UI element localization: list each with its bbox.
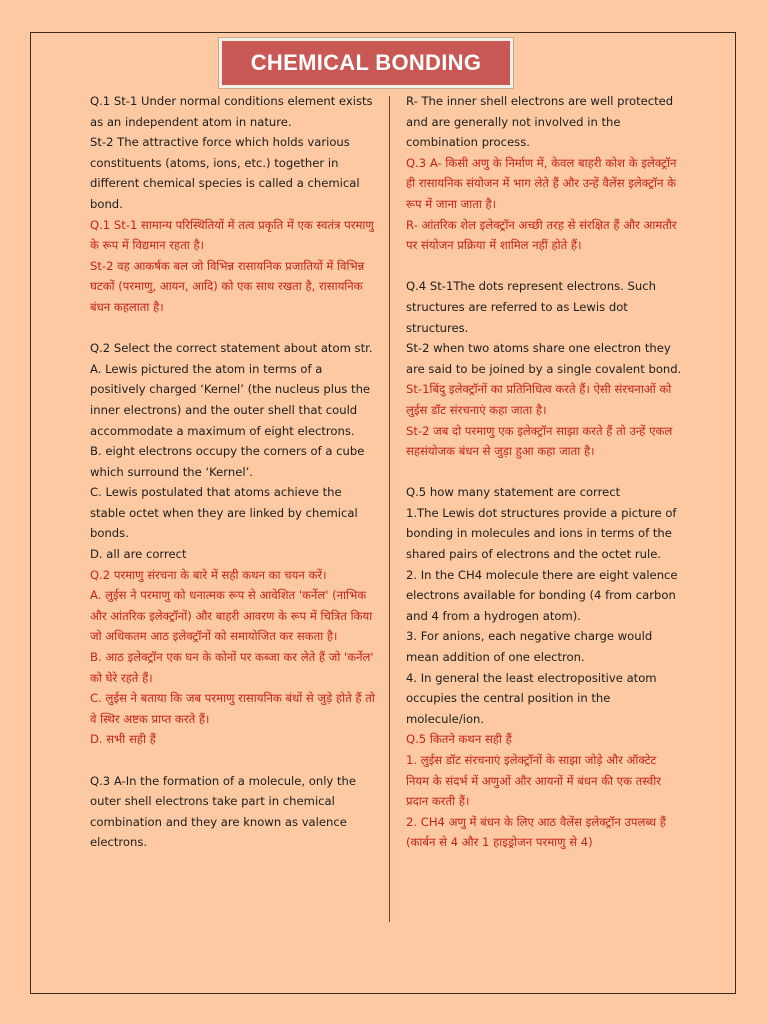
page-title: CHEMICAL BONDING bbox=[250, 50, 482, 75]
hindi-paragraph: St-2 जब दो परमाणु एक इलेक्ट्रॉन साझा करते हैं तो उन्हें एकल सहसंयोजक बंधन से जुड़ा हुआ कहा जाता है। bbox=[406, 423, 673, 459]
english-paragraph: Q.3 A-In the formation of a molecule, only the outer shell electrons take part in chemical combination and they are known as valence electrons. bbox=[90, 773, 356, 850]
english-paragraph: 2. In the CH4 molecule there are eight valence electrons available for bonding (4 from carbon and 4 from a hydrogen atom). bbox=[406, 567, 678, 623]
english-paragraph: C. Lewis postulated that atoms achieve the stable octet when they are linked by chemical bonds. bbox=[90, 485, 358, 541]
paragraph-spacer bbox=[406, 462, 682, 483]
english-paragraph: B. eight electrons occupy the corners of a cube which surround the ‘Kernel’. bbox=[90, 444, 365, 479]
english-paragraph: A. Lewis pictured the atom in terms of a positively charged ‘Kernel’ (the nucleus plus the inner electrons) and the outer shell that could accommodate a maximum of eight electrons. bbox=[90, 361, 371, 438]
hindi-paragraph: 2. CH4 अणु में बंधन के लिए आठ वैलेंस इलेक्ट्रॉन उपलब्ध हैं (कार्बन से 4 और 1 हाइड्रोजन परमाणु से 4) bbox=[406, 814, 666, 850]
english-paragraph: Q.1 St-1 Under normal conditions element exists as an independent atom in nature. bbox=[90, 94, 373, 129]
english-paragraph: 1.The Lewis dot structures provide a picture of bonding in molecules and ions in terms of the shared pairs of electrons and the octet rule. bbox=[406, 505, 677, 562]
english-paragraph: 4. In general the least electropositive atom occupies the central position in the molecule/ion. bbox=[406, 670, 657, 726]
hindi-paragraph: A. लुईस ने परमाणु को धनात्मक रूप से आवेशित 'कर्नेल' (नाभिक और आंतरिक इलेक्ट्रॉनों) और बाहरी आवरण के रूप में चित्रित किया जो अधिकतम आठ इलेक्ट्रॉनों को समायोजित कर सकता है। bbox=[90, 588, 373, 644]
hindi-paragraph: St-1बिंदु इलेक्ट्रॉनों का प्रतिनिधित्व करते हैं। ऐसी संरचनाओं को लुईस डॉट संरचनाएं कहा जाता है। bbox=[406, 382, 672, 417]
english-paragraph: Q.2 Select the correct statement about atom str. bbox=[90, 341, 373, 356]
paragraph-spacer bbox=[406, 256, 682, 277]
hindi-paragraph: B. आठ इलेक्ट्रॉन एक घन के कोनों पर कब्जा कर लेते हैं जो 'कर्नेल' को घेरे रहते हैं। bbox=[90, 650, 374, 685]
hindi-paragraph: D. सभी सही हैं bbox=[90, 732, 156, 747]
english-paragraph: St-2 when two atoms share one electron they are said to be joined by a single covalent bond. bbox=[406, 341, 682, 376]
english-paragraph: D. all are correct bbox=[90, 547, 187, 562]
hindi-paragraph: Q.1 St-1 सामान्य परिस्थितियों में तत्व प्रकृति में एक स्वतंत्र परमाणु के रूप में विद्यमान रहता है। bbox=[90, 217, 374, 253]
english-paragraph: 3. For anions, each negative charge would mean addition of one electron. bbox=[406, 629, 653, 665]
paragraph-spacer bbox=[90, 750, 380, 771]
left-column bbox=[90, 91, 380, 853]
english-paragraph: Q.4 St-1The dots represent electrons. Such structures are referred to as Lewis dot structures. bbox=[406, 279, 656, 335]
column-divider bbox=[389, 96, 390, 922]
hindi-paragraph: C. लुईस ने बताया कि जब परमाणु रासायनिक बंधों से जुड़े होते हैं तो वे स्थिर अष्टक प्राप्त करते हैं। bbox=[90, 691, 375, 726]
english-paragraph: R- The inner shell electrons are well protected and are generally not involved in the combination process. bbox=[406, 94, 674, 150]
hindi-paragraph: St-2 वह आकर्षक बल जो विभिन्न रासायनिक प्रजातियों में विभिन्न घटकों (परमाणु, आयन, आदि) को एक साथ रखता है, रासायनिक बंधन कहलाता है। bbox=[90, 258, 365, 314]
right-column bbox=[406, 91, 682, 853]
english-paragraph: St-2 The attractive force which holds various constituents (atoms, ions, etc.) together in different chemical species is called a chemical bond. bbox=[90, 135, 360, 211]
hindi-paragraph: 1. लुईस डॉट संरचनाएं इलेक्ट्रॉनों के साझा जोड़े और ऑक्टेट नियम के संदर्भ में अणुओं और आयनों में बंधन की एक तस्वीर प्रदान करती हैं। bbox=[406, 753, 661, 809]
hindi-paragraph: R- आंतरिक शेल इलेक्ट्रॉन अच्छी तरह से संरक्षित हैं और आमतौर पर संयोजन प्रक्रिया में शामिल नहीं होते हैं। bbox=[406, 217, 677, 253]
paragraph-spacer bbox=[90, 318, 380, 339]
english-paragraph: Q.5 how many statement are correct bbox=[406, 485, 621, 500]
page-title-box bbox=[219, 38, 513, 88]
hindi-paragraph: Q.3 A- किसी अणु के निर्माण में, केवल बाहरी कोश के इलेक्ट्रॉन ही रासायनिक संयोजन में भाग लेते हैं और उन्हें वैलेंस इलेक्ट्रॉन के रूप में जाना जाता है। bbox=[406, 155, 677, 211]
hindi-paragraph: Q.2 परमाणु संरचना के बारे में सही कथन का चयन करें। bbox=[90, 567, 327, 582]
hindi-paragraph: Q.5 कितने कथन सही हैं bbox=[406, 732, 512, 747]
